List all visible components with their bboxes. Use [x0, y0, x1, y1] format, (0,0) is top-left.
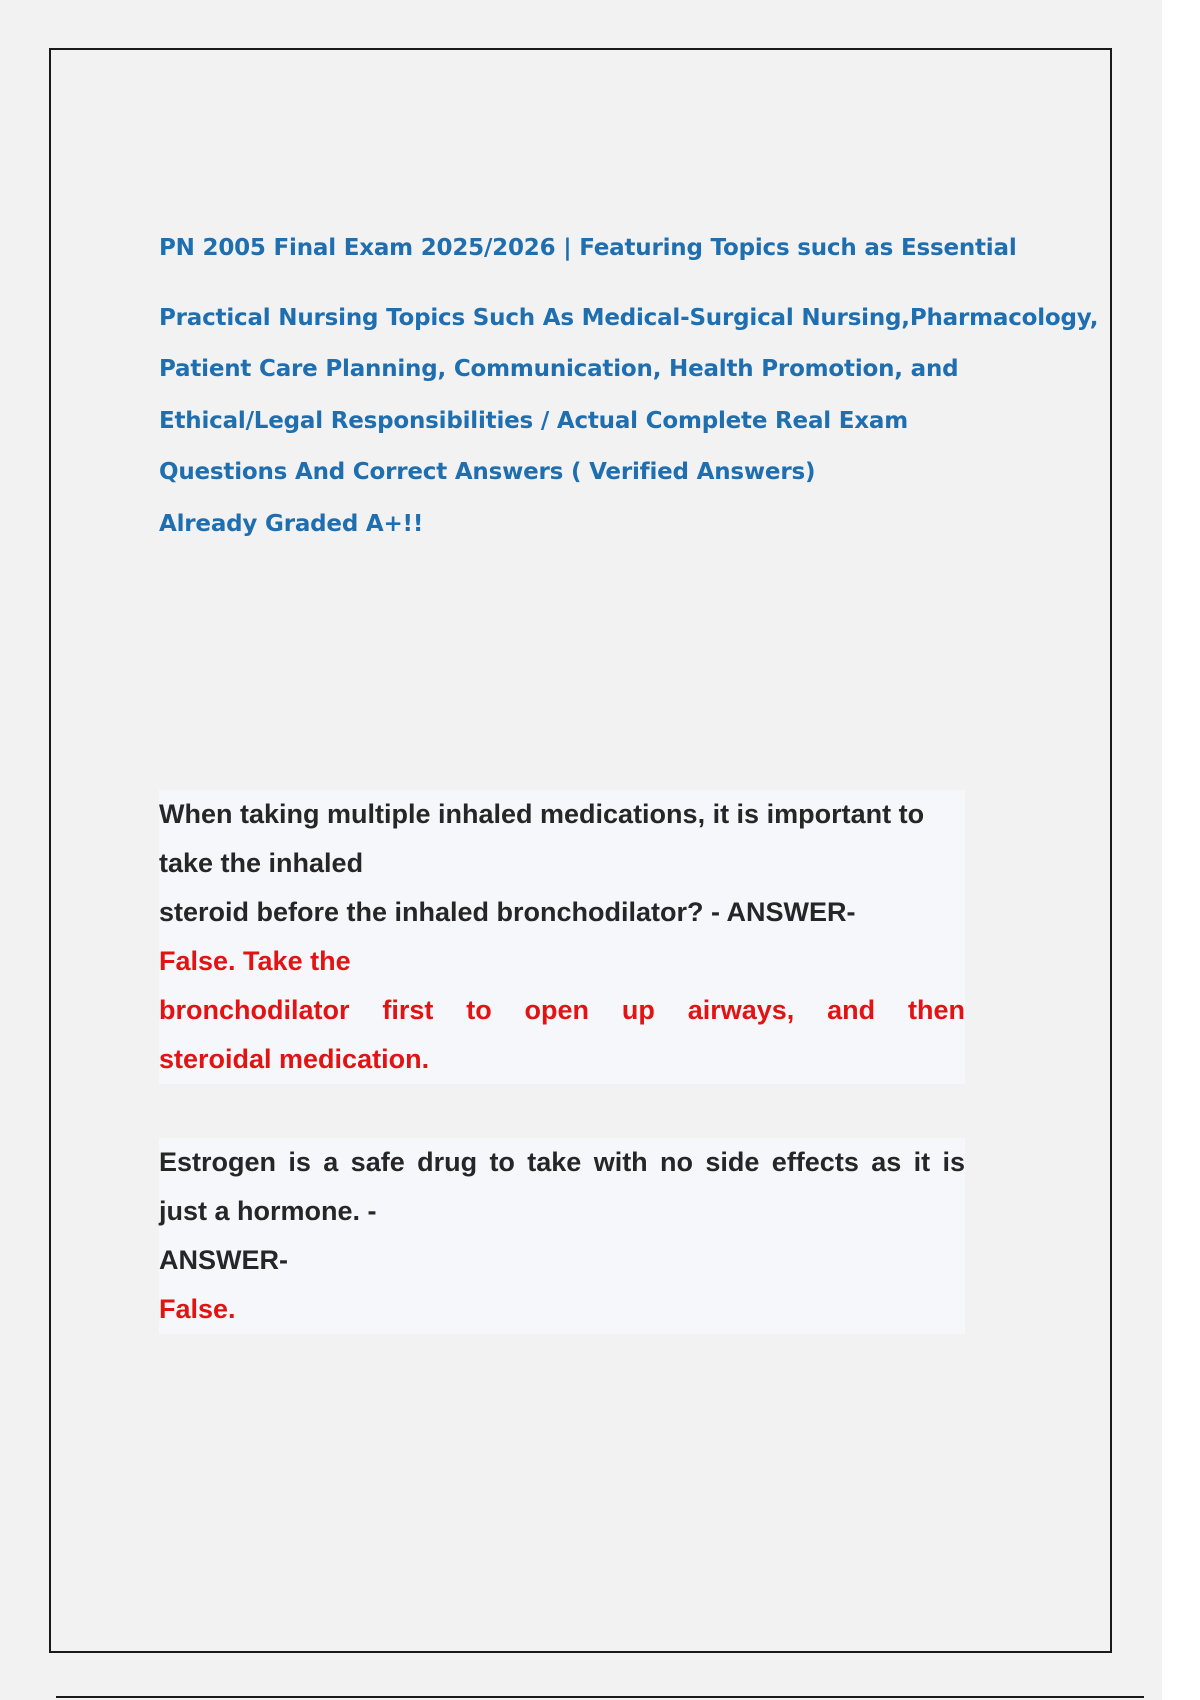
word: up [621, 995, 655, 1025]
title-line-1: PN 2005 Final Exam 2025/2026 | Featuring Topics such as Essential [159, 235, 1017, 261]
word: to [489, 1147, 515, 1177]
question-1-line-2: take the inhaled [159, 848, 364, 878]
question-1-line-1: When taking multiple inhaled medications, it is important to [159, 799, 925, 829]
word: is [288, 1147, 311, 1177]
title-line-3: Patient Care Planning, Communication, Health Promotion, and [159, 356, 959, 382]
question-2-line-1 [159, 1138, 965, 1187]
word: take [527, 1147, 582, 1177]
title-line-5: Questions And Correct Answers ( Verified Answers) [159, 459, 816, 485]
word: safe [350, 1147, 405, 1177]
question-2-line-2: just a hormone. - [159, 1196, 377, 1226]
word: airways, [687, 995, 795, 1025]
title-line-2: Practical Nursing Topics Such As Medical-Surgical Nursing,Pharmacology, [159, 305, 1099, 331]
answer-1-line-3: steroidal medication. [159, 1044, 430, 1074]
word: with [593, 1147, 648, 1177]
word: open [524, 995, 590, 1025]
word: Estrogen [159, 1147, 277, 1177]
title-line-6: Already Graded A+!! [159, 511, 424, 537]
word: drug [417, 1147, 478, 1177]
word: no [660, 1147, 694, 1177]
word: to [466, 995, 492, 1025]
viewer-margin [1162, 0, 1200, 1700]
qa-item-2 [159, 1138, 965, 1334]
answer-1-line-1: False. Take the [159, 946, 351, 976]
word: a [323, 1147, 339, 1177]
qa-item-1 [159, 790, 965, 1084]
question-1-line-3: steroid before the inhaled bronchodilator? - ANSWER- [159, 897, 856, 927]
word: as [871, 1147, 902, 1177]
word: then [908, 995, 965, 1025]
answer-2-line-1: False. [159, 1294, 236, 1324]
word: and [827, 995, 876, 1025]
page-bottom-rule [56, 1696, 1144, 1698]
word: it [913, 1147, 931, 1177]
answer-1-line-2 [159, 986, 965, 1035]
word: first [382, 995, 434, 1025]
word: is [942, 1147, 965, 1177]
title-line-4: Ethical/Legal Responsibilities / Actual Complete Real Exam [159, 408, 909, 434]
word: bronchodilator [159, 995, 350, 1025]
question-2-line-3: ANSWER- [159, 1245, 288, 1275]
word: effects [771, 1147, 859, 1177]
word: side [705, 1147, 760, 1177]
